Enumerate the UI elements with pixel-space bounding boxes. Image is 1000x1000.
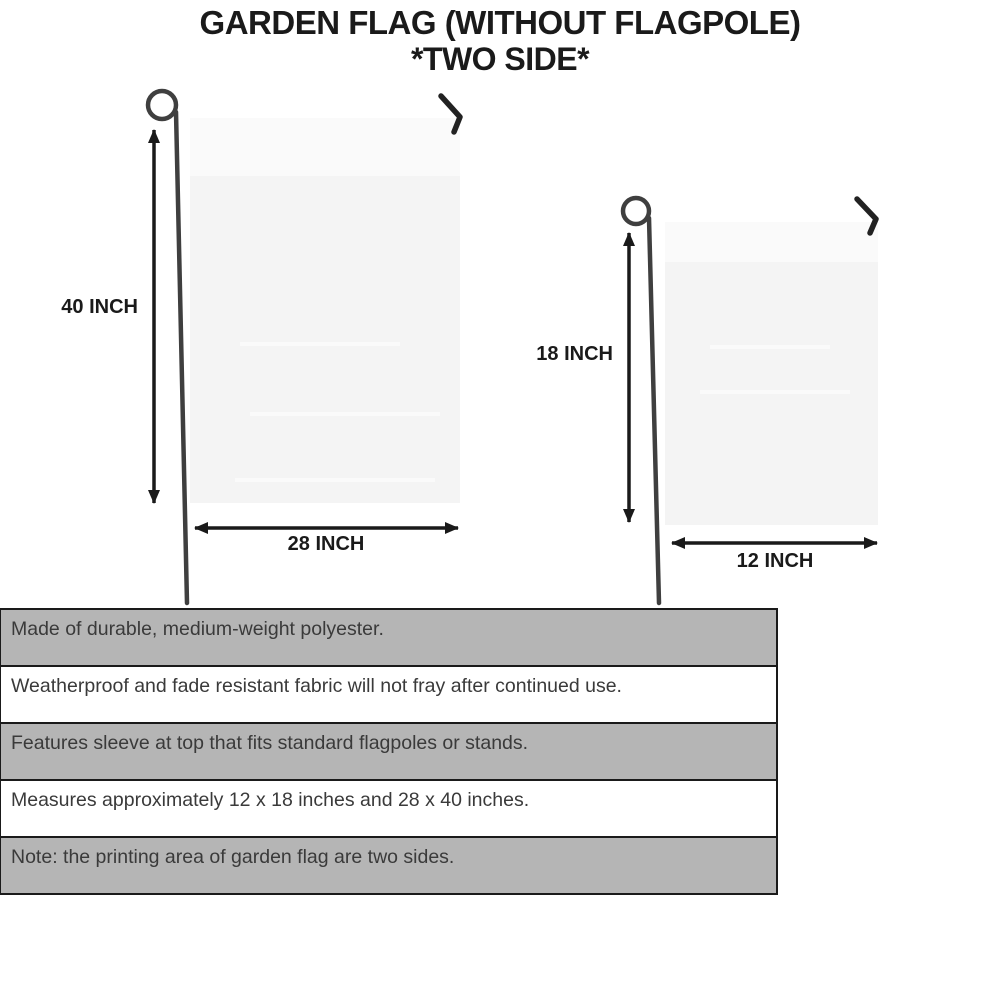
large-flag-width-label: 28 INCH: [287, 533, 365, 555]
features-table: [0, 608, 778, 895]
feature-text: Measures approximately 12 x 18 inches and 28 x 40 inches.: [11, 789, 530, 811]
fold-mark: [250, 412, 440, 416]
feature-text: Weatherproof and fade resistant fabric will not fray after continued use.: [11, 675, 622, 697]
small-flagpole: [649, 218, 659, 603]
large-flag-graphic: [148, 91, 460, 603]
small-flagpole-loop: [623, 198, 649, 224]
feature-row-sleeve: [0, 722, 778, 781]
large-flagpole: [176, 112, 187, 603]
large-flag-height-label: 40 INCH: [61, 296, 138, 318]
fold-mark: [700, 390, 850, 394]
title-line-2: *TWO SIDE*: [410, 40, 590, 77]
small-flag-width-label: 12 INCH: [736, 550, 814, 572]
feature-text: Features sleeve at top that fits standard flagpoles or stands.: [11, 732, 529, 754]
large-flag-sleeve: [190, 118, 460, 176]
small-flag-sleeve: [665, 222, 878, 262]
feature-row-note: [0, 836, 778, 895]
feature-row-weatherproof: [0, 665, 778, 724]
small-flag-height-label: 18 INCH: [536, 343, 613, 365]
fold-mark: [710, 345, 830, 349]
feature-text: Made of durable, medium-weight polyester.: [11, 618, 384, 640]
small-flag-graphic: [623, 198, 878, 603]
large-flagpole-loop: [148, 91, 176, 119]
feature-row-polyester: [0, 608, 778, 667]
fold-mark: [235, 478, 435, 482]
title-line-1: GARDEN FLAG (WITHOUT FLAGPOLE): [199, 4, 801, 41]
small-flag-fabric: [665, 222, 878, 525]
fold-mark: [240, 342, 400, 346]
feature-text: Note: the printing area of garden flag are two sides.: [11, 846, 455, 868]
feature-row-measures: [0, 779, 778, 838]
